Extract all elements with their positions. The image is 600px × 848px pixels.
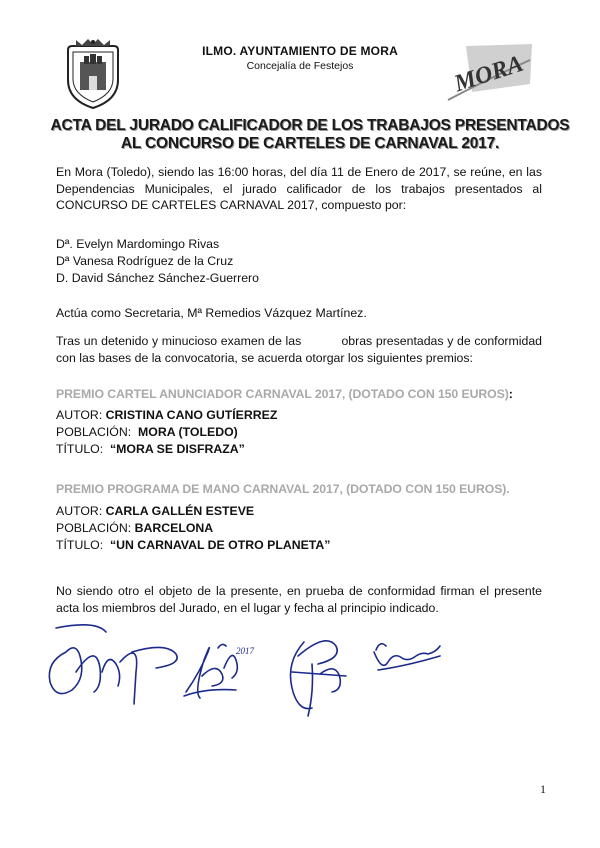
document-title <box>40 117 580 153</box>
prize-title: TÍTULO: “MORA SE DISFRAZA” <box>56 442 245 456</box>
closing-paragraph: No siendo otro el objeto de la presente, en prueba de conformidad firman el presente acta los miembros del Jurado, en el lugar y fecha al principio indicado. <box>56 584 542 615</box>
signature-3 <box>291 641 347 716</box>
secretary-line: Actúa como Secretaria, Mª Remedios Vázquez Martínez. <box>56 306 367 320</box>
signature-2 <box>184 644 255 698</box>
signatures <box>36 612 476 722</box>
svg-text:2017: 2017 <box>236 646 254 656</box>
intro-paragraph: En Mora (Toledo), siendo las 16:00 horas, del día 11 de Enero de 2017, se reúne, en las Dependencias Municipales, el jurado calificador de los trabajos presentados al CONCURSO DE CARTELES CARNAVAL 2017, compuesto por: <box>56 165 542 212</box>
document-title-line2: AL CONCURSO DE CARTELES DE CARNAVAL 2017. <box>120 135 500 152</box>
mora-logo <box>446 40 538 106</box>
jury-member: Dª. Evelyn Mardomingo Rivas <box>56 237 220 251</box>
prize-title: TÍTULO: “UN CARNAVAL DE OTRO PLANETA” <box>56 538 331 552</box>
prize-heading: PREMIO CARTEL ANUNCIADOR CARNAVAL 2017, (DOTADO CON 150 EUROS): <box>56 387 513 401</box>
signature-1 <box>49 625 177 704</box>
page-number: 1 <box>540 782 546 796</box>
prize-heading: PREMIO PROGRAMA DE MANO CARNAVAL 2017, (DOTADO CON 150 EUROS). <box>56 482 510 496</box>
header-subtitle: Concejalía de Festejos <box>246 60 354 72</box>
prize-town: POBLACIÓN: BARCELONA <box>56 521 214 535</box>
logo-text: MORA <box>451 50 527 98</box>
header-title: ILMO. AYUNTAMIENTO DE MORA <box>202 44 398 58</box>
signature-4 <box>374 644 440 670</box>
prize-town: POBLACIÓN: MORA (TOLEDO) <box>56 425 238 439</box>
jury-member: D. David Sánchez Sánchez-Guerrero <box>56 271 259 285</box>
document-title-line1: ACTA DEL JURADO CALIFICADOR DE LOS TRABAJOS PRESENTADOS <box>50 117 570 134</box>
prize-author: AUTOR: CARLA GALLÉN ESTEVE <box>56 504 255 518</box>
prize-author: AUTOR: CRISTINA CANO GUTÍERREZ <box>56 408 278 422</box>
examination-paragraph: Tras un detenido y minucioso examen de las obras presentadas y de conformidad con las bases de la convocatoria, se acuerda otorgar los siguientes premios: <box>56 334 546 365</box>
jury-member: Dª Vanesa Rodríguez de la Cruz <box>56 254 234 268</box>
